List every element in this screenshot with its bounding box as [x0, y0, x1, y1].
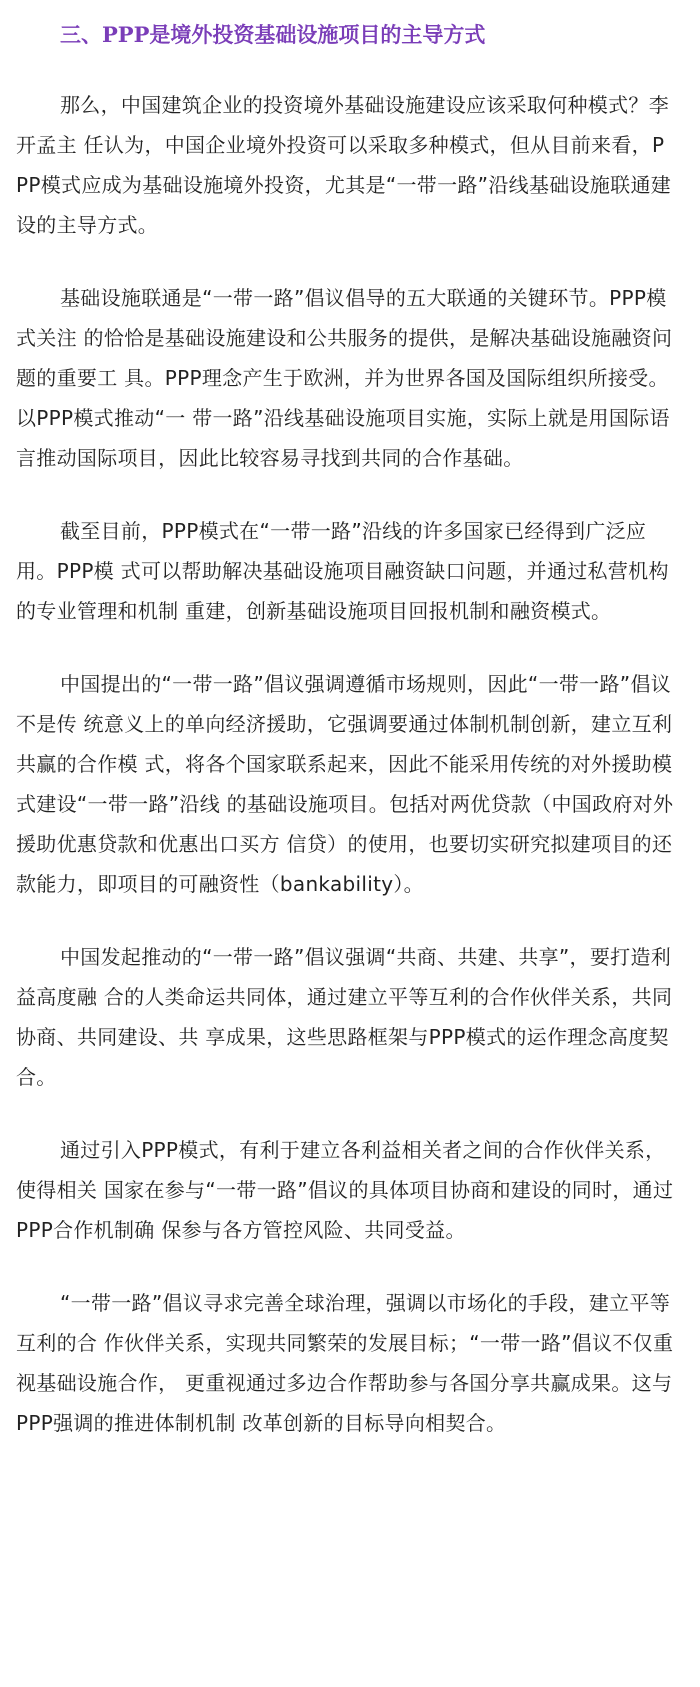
- paragraph-1: 那么，中国建筑企业的投资境外基础设施建设应该采取何种模式？李开孟主 任认为，中国企业境外投资可以采取多种模式，但从目前来看，PPP模式应成为基础设施境外投资，尤其是“一带一路”沿线基础设施联通建设的主导方式。: [16, 93, 672, 237]
- paragraph-2: 基础设施联通是“一带一路”倡议倡导的五大联通的关键环节。PPP模式关注 的恰恰是基础设施建设和公共服务的提供，是解决基础设施融资问题的重要工 具。PPP理念产生于欧洲，并为世界各国及国际组织所接受。以PPP模式推动“一 带一路”沿线基础设施项目实施，实际上就是用国际语言推动国际项目，因此比较容易寻找到共同的合作基础。: [16, 286, 673, 470]
- paragraph-5: 中国发起推动的“一带一路”倡议强调“共商、共建、共享”，要打造利益高度融 合的人类命运共同体，通过建立平等互利的合作伙伴关系，共同协商、共同建设、共 享成果，这些思路框架与PPP模式的运作理念高度契合。: [16, 945, 673, 1089]
- paragraph-6: 通过引入PPP模式，有利于建立各利益相关者之间的合作伙伴关系，使得相关 国家在参与“一带一路”倡议的具体项目协商和建设的同时，通过PPP合作机制确 保参与各方管控风险、共同受益。: [16, 1138, 674, 1242]
- section-heading: 三、PPP是境外投资基础设施项目的主导方式: [60, 22, 486, 47]
- paragraph-7: “一带一路”倡议寻求完善全球治理，强调以市场化的手段，建立平等互利的合 作伙伴关系，实现共同繁荣的发展目标；“一带一路”倡议不仅重视基础设施合作， 更重视通过多边合作帮助参与各国分享共赢成果。这与PPP强调的推进体制机制 改革创新的目标导向相契合。: [16, 1291, 674, 1435]
- paragraph-4: 中国提出的“一带一路”倡议强调遵循市场规则，因此“一带一路”倡议不是传 统意义上的单向经济援助，它强调要通过体制机制创新，建立互利共赢的合作模 式，将各个国家联系起来，因此不能采用传统的对外援助模式建设“一带一路”沿线 的基础设施项目。包括对两优贷款（中国政府对外援助优惠贷款和优惠出口买方 信贷）的使用，也要切实研究拟建项目的还款能力，即项目的可融资性（bankability）。: [16, 672, 674, 896]
- paragraph-3: 截至目前，PPP模式在“一带一路”沿线的许多国家已经得到广泛应用。PPP模 式可以帮助解决基础设施项目融资缺口问题，并通过私营机构的专业管理和机制 重建，创新基础设施项目回报机制和融资模式。: [16, 519, 669, 623]
